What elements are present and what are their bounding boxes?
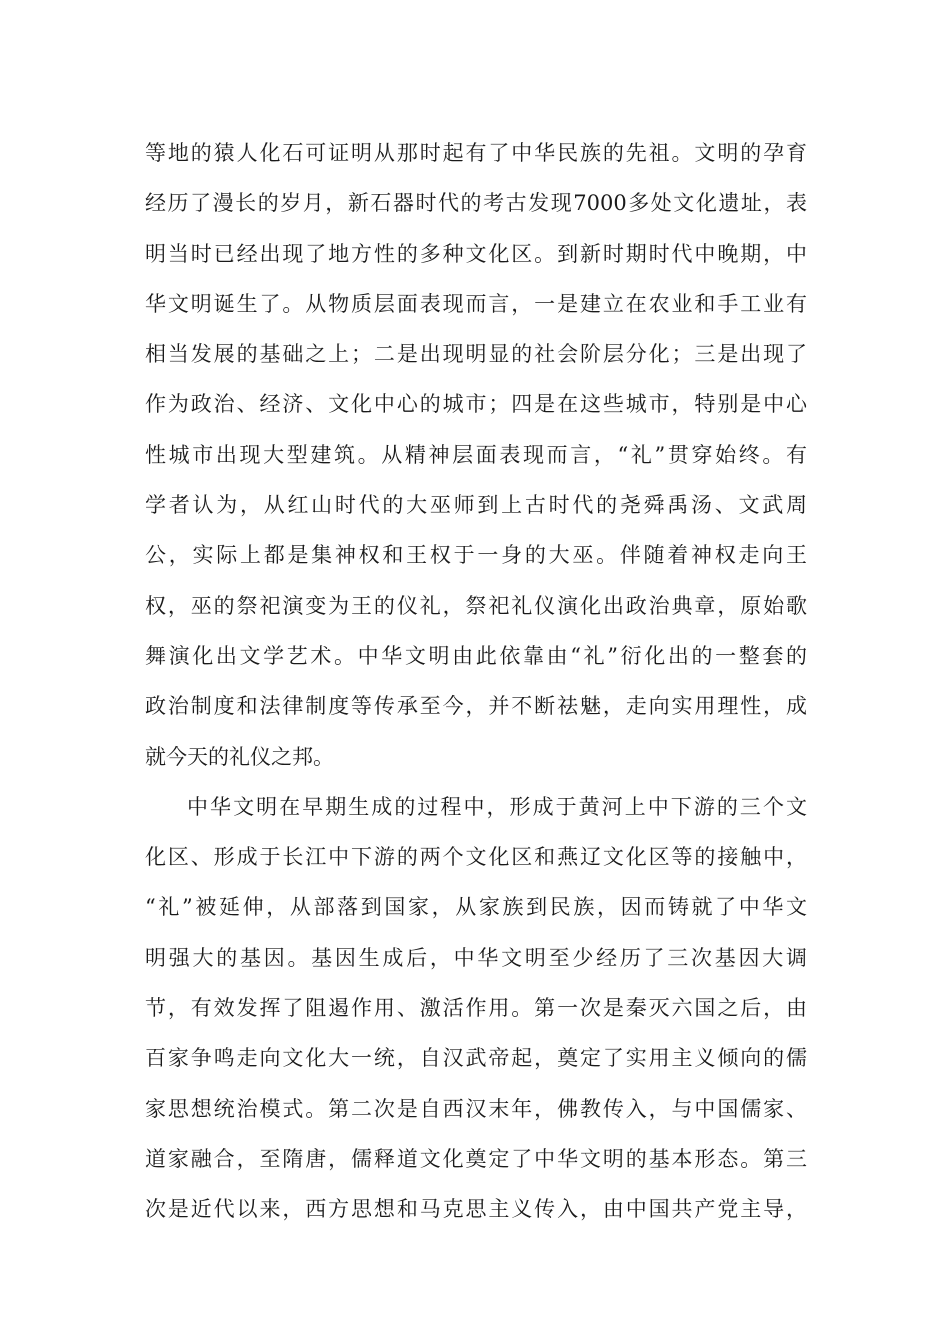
text-line: 舞演化出文学艺术。中华文明由此依靠由“礼”衍化出的一整套的 [145,643,807,668]
text-line: 明强大的基因。基因生成后，中华文明至少经历了三次基因大调 [145,945,807,970]
paragraph-2 [145,782,807,1235]
text-line: 家思想统治模式。第二次是自西汉末年，佛教传入，与中国儒家、 [145,1096,807,1121]
text-line: 道家融合，至隋唐，儒释道文化奠定了中华文明的基本形态。第三 [145,1146,807,1171]
text-line: 百家争鸣走向文化大一统，自汉武帝起，奠定了实用主义倾向的儒 [145,1046,807,1071]
document-body [145,128,807,1235]
text-line: 明当时已经出现了地方性的多种文化区。到新时期时代中晚期，中 [145,241,807,266]
text-line: 学者认为，从红山时代的大巫师到上古时代的尧舜禹汤、文武周 [145,493,807,518]
text-line: 就今天的礼仪之邦。 [145,744,334,769]
text-line: 等地的猿人化石可证明从那时起有了中华民族的先祖。文明的孕育 [145,141,807,165]
text-line: 作为政治、经济、文化中心的城市；四是在这些城市，特别是中心 [145,392,807,417]
text-line: 权，巫的祭祀演变为王的仪礼，祭祀礼仪演化出政治典章，原始歌 [145,593,807,618]
text-line: 化区、形成于长江中下游的两个文化区和燕辽文化区等的接触中， [145,845,807,870]
text-line: 相当发展的基础之上；二是出现明显的社会阶层分化；三是出现了 [145,342,807,367]
text-line: 华文明诞生了。从物质层面表现而言，一是建立在农业和手工业有 [145,291,807,316]
text-line: 政治制度和法律制度等传承至今，并不断祛魅，走向实用理性，成 [145,694,807,719]
text-line: 节，有效发挥了阻遏作用、激活作用。第一次是秦灭六国之后，由 [145,996,807,1021]
text-line: 性城市出现大型建筑。从精神层面表现而言，“礼”贯穿始终。有 [145,442,807,467]
text-line: 经历了漫长的岁月，新石器时代的考古发现7000多处文化遗址，表 [145,191,807,216]
text-line: “礼”被延伸，从部落到国家，从家族到民族，因而铸就了中华文 [145,895,807,920]
text-line: 公，实际上都是集神权和王权于一身的大巫。伴随着神权走向王 [145,543,807,568]
text-line: 中华文明在早期生成的过程中，形成于黄河上中下游的三个文 [187,794,807,819]
paragraph-1 [145,128,807,782]
text-line: 次是近代以来，西方思想和马克思主义传入，由中国共产党主导， [145,1197,807,1222]
